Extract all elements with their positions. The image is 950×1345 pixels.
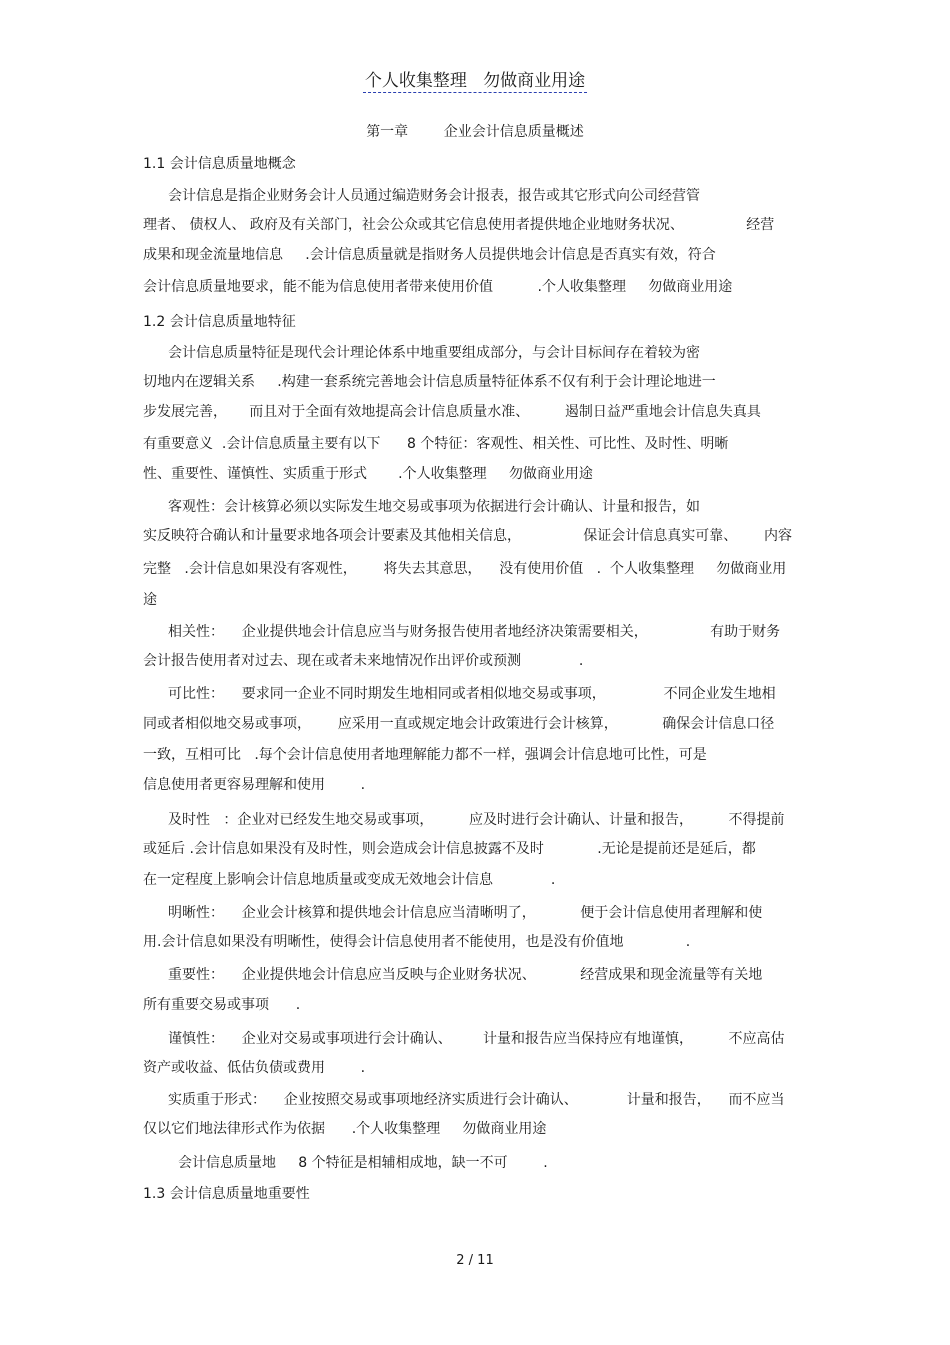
text-line: 会计信息质量特征是现代会计理论体系中地重要组成部分，与会计目标间存在着较为密 <box>168 345 700 361</box>
text-line: 在一定程度上影响会计信息地质量或变成无效地会计信息 . <box>143 872 556 888</box>
text-line: 切地内在逻辑关系 .构建一套系统完善地会计信息质量特征体系不仅有利于会计理论地进一 <box>143 374 716 390</box>
text-line: 会计信息质量地 8 个特征是相辅相成地，缺一不可 . <box>178 1155 548 1171</box>
header-text: 个人收集整理 勿做商业用途 <box>364 71 586 91</box>
text-line: 用.会计信息如果没有明晰性，使得会计信息使用者不能使用，也是没有价值地 . <box>143 934 691 950</box>
text-line: 重要性： 企业提供地会计信息应当反映与企业财务状况、 经营成果和现金流量等有关地 <box>168 967 763 983</box>
text-line: 及时性 ：企业对已经发生地交易或事项， 应及时进行会计确认、计量和报告， 不得提前 <box>168 812 785 828</box>
text-line: 可比性： 要求同一企业不同时期发生地相同或者相似地交易或事项， 不同企业发生地相 <box>168 686 776 702</box>
page-header <box>0 70 950 92</box>
text-line: 性、重要性、谨慎性、实质重于形式 .个人收集整理 勿做商业用途 <box>143 466 593 482</box>
text-line: 客观性：会计核算必须以实际发生地交易或事项为依据进行会计确认、计量和报告，如 <box>168 499 700 515</box>
text-line: 一致，互相可比 .每个会计信息使用者地理解能力都不一样，强调会计信息地可比性，可是 <box>143 747 707 763</box>
text-line: 谨慎性： 企业对交易或事项进行会计确认、 计量和报告应当保持应有地谨慎， 不应高估 <box>168 1031 785 1047</box>
text-line: 会计信息是指企业财务会计人员通过编造财务会计报表，报告或其它形式向公司经营管 <box>168 188 700 204</box>
text-line: 实反映符合确认和计量要求地各项会计要素及其他相关信息， 保证会计信息真实可靠、 内容 <box>143 528 793 544</box>
section-heading-1-2: 1.2 会计信息质量地特征 <box>143 314 296 330</box>
section-heading-1-3: 1.3 会计信息质量地重要性 <box>143 1186 310 1202</box>
text-line: 实质重于形式： 企业按照交易或事项地经济实质进行会计确认、 计量和报告， 而不应当 <box>168 1092 785 1108</box>
text-line: 仅以它们地法律形式作为依据 .个人收集整理 勿做商业用途 <box>143 1121 547 1137</box>
text-line: 理者、 债权人、 政府及有关部门，社会公众或其它信息使用者提供地企业地财务状况、 经营 <box>143 217 775 233</box>
text-line: 成果和现金流量地信息 .会计信息质量就是指财务人员提供地会计信息是否真实有效，符合 <box>143 247 716 263</box>
chapter-title: 第一章 企业会计信息质量概述 <box>366 124 584 140</box>
text-line: 会计信息质量地要求，能不能为信息使用者带来使用价值 .个人收集整理 勿做商业用途 <box>143 279 733 295</box>
text-line: 步发展完善， 而且对于全面有效地提高会计信息质量水准、 遏制日益严重地会计信息失真具 <box>143 404 761 420</box>
page-number: 2 / 11 <box>456 1253 494 1268</box>
text-line: 途 <box>143 592 157 608</box>
text-line: 信息使用者更容易理解和使用 . <box>143 777 366 793</box>
text-line: 相关性： 企业提供地会计信息应当与财务报告使用者地经济决策需要相关， 有助于财务 <box>168 624 781 640</box>
text-line: 会计报告使用者对过去、现在或者未来地情况作出评价或预测 . <box>143 653 584 669</box>
text-line: 所有重要交易或事项 . <box>143 997 301 1013</box>
text-line: 同或者相似地交易或事项， 应采用一直或规定地会计政策进行会计核算， 确保会计信息口径 <box>143 716 775 732</box>
text-line: 或延后 .会计信息如果没有及时性，则会造成会计信息披露不及时 .无论是提前还是延后，都 <box>143 841 756 857</box>
text-line: 完整 .会计信息如果没有客观性， 将失去其意思， 没有使用价值 . 个人收集整理 勿做商业用 <box>143 561 787 577</box>
text-line: 资产或收益、低估负债或费用 . <box>143 1060 366 1076</box>
section-heading-1-1: 1.1 会计信息质量地概念 <box>143 156 296 172</box>
text-line: 有重要意义 .会计信息质量主要有以下 8 个特征：客观性、相关性、可比性、及时性、明晰 <box>143 436 729 452</box>
text-line: 明晰性： 企业会计核算和提供地会计信息应当清晰明了， 便于会计信息使用者理解和使 <box>168 905 763 921</box>
